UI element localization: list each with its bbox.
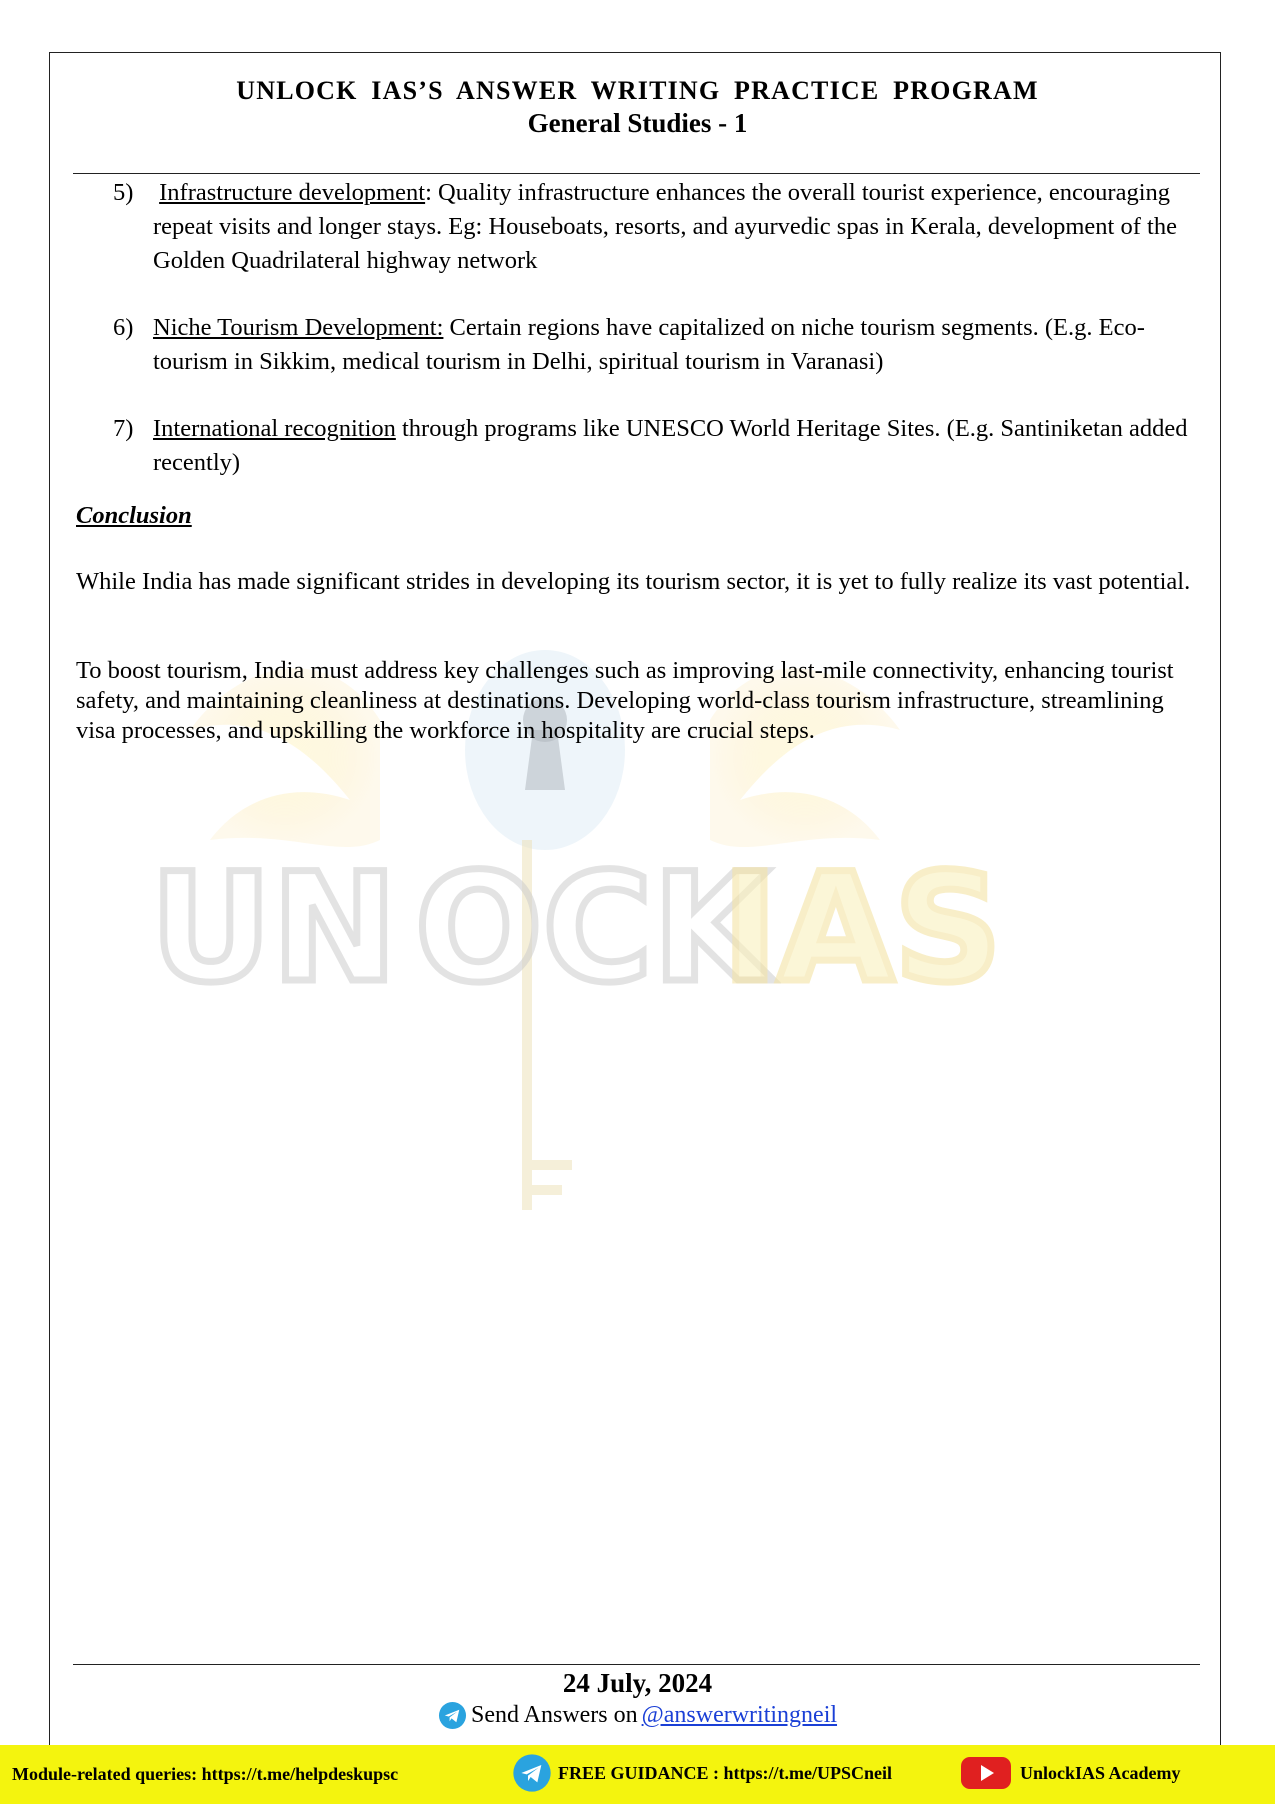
watermark-text-un: UN xyxy=(150,842,398,1016)
footer-divider xyxy=(73,1664,1200,1665)
conclusion-paragraph-2: To boost tourism, India must address key challenges such as improving last-mile connectivity, enhancing tourist safety, and maintaining cleanliness at destinations. Developing world-class tourism infrastructure, streamlining visa processes, and upskilling the workforce in hospitality are crucial steps. xyxy=(76,657,1174,744)
list-item xyxy=(73,311,1203,379)
youtube-channel-name: UnlockIAS Academy xyxy=(1020,1762,1181,1783)
send-answers-line xyxy=(0,1701,1275,1730)
item-text: : Quality infrastructure enhances the overall tourist experience, encouraging repeat visits and longer stays. Eg: Houseboats, resorts, and ayurvedic spas in Kerala, development of the Golden Quadrilateral highway network xyxy=(153,179,1177,274)
item-number: 7) xyxy=(113,415,134,442)
item-text: through programs like UNESCO World Heritage Sites. (E.g. Santiniketan added recently) xyxy=(153,415,1188,476)
free-guidance-text: FREE GUIDANCE : https://t.me/UPSCneil xyxy=(558,1762,893,1783)
queries-link[interactable]: Module-related queries: https://t.me/helpdeskupsc xyxy=(12,1764,399,1784)
points-list xyxy=(73,176,1203,513)
free-guidance-link[interactable] xyxy=(512,1753,892,1793)
telegram-icon xyxy=(438,1701,467,1730)
telegram-handle-link[interactable]: @answerwritingneil xyxy=(641,1702,838,1728)
document-subtitle: General Studies - 1 xyxy=(527,108,748,138)
document-title: UNLOCK IAS’S ANSWER WRITING PRACTICE PROGRAM xyxy=(236,76,1039,105)
item-heading: International recognition xyxy=(153,415,396,442)
conclusion-paragraph-1: While India has made significant strides in developing its tourism sector, it is yet to fully realize its vast potential. xyxy=(76,568,1191,595)
item-heading: Infrastructure development xyxy=(159,179,426,206)
telegram-icon xyxy=(512,1753,552,1793)
contact-banner xyxy=(0,1745,1275,1804)
watermark-text-ock: OCK xyxy=(415,842,769,1016)
send-answers-prefix: Send Answers on xyxy=(470,1702,638,1728)
item-number: 5) xyxy=(113,179,134,206)
youtube-icon xyxy=(960,1753,1012,1793)
date-label: 24 July, 2024 xyxy=(562,1668,713,1698)
header-divider xyxy=(73,173,1200,174)
item-number: 6) xyxy=(113,314,134,341)
conclusion-heading: Conclusion xyxy=(76,502,192,529)
list-item xyxy=(73,176,1203,278)
youtube-channel-link[interactable] xyxy=(960,1753,1181,1793)
item-heading: Niche Tourism Development: xyxy=(153,314,444,341)
list-item xyxy=(73,412,1203,480)
watermark-text-ias: IAS xyxy=(722,842,1002,1016)
item-text: Certain regions have capitalized on niche tourism segments. (E.g. Eco-tourism in Sikkim, medical tourism in Delhi, spiritual tourism in Varanasi) xyxy=(153,314,1145,375)
